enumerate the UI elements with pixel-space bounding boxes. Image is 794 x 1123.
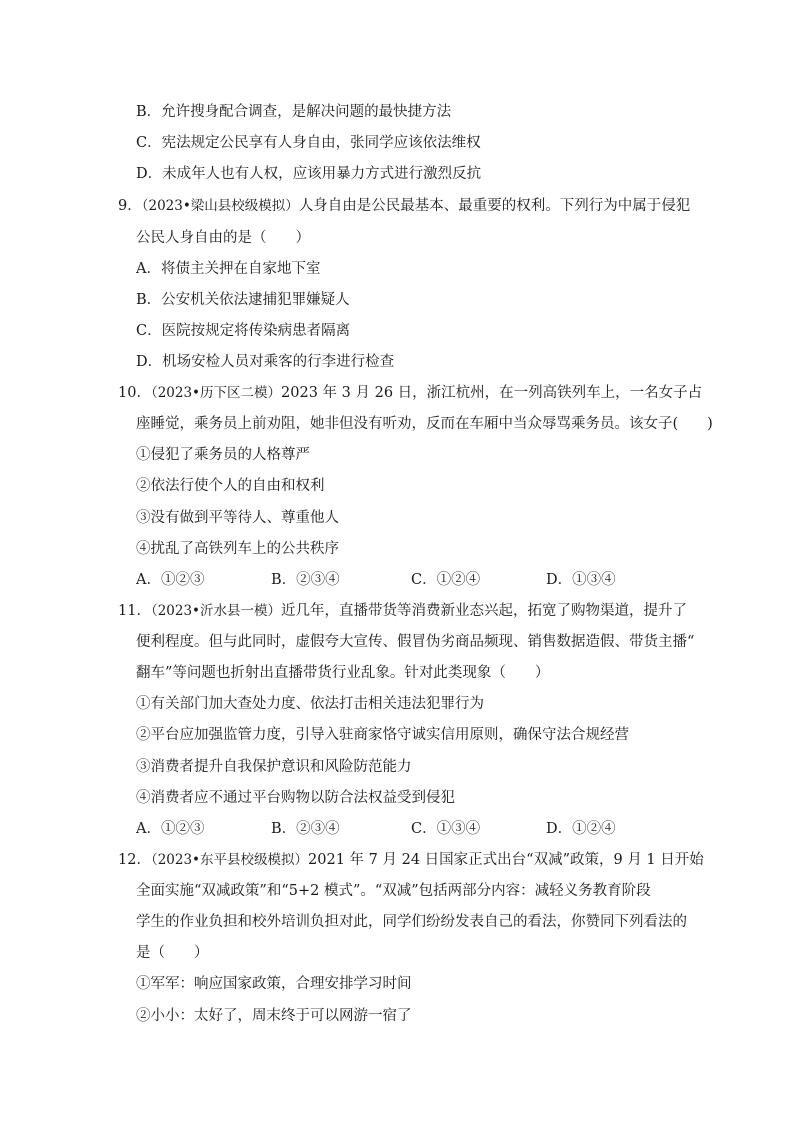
q10-choice-d: D．①③④ — [546, 572, 616, 588]
q8-option-d: D．未成年人也有人权，应该用暴力方式进行激烈反抗 — [136, 166, 482, 182]
q11-item-2: ②平台应加强监管力度，引导入驻商家恪守诚实信用原则，确保守法合规经营 — [136, 727, 629, 743]
q10-item-3: ③没有做到平等待人、尊重他人 — [136, 510, 339, 526]
q9-stem-text: 人身自由是公民最基本、最重要的权利。下列行为中属于侵犯 — [298, 198, 691, 214]
q8-option-c: C．宪法规定公民享有人身自由，张同学应该依法维权 — [136, 135, 481, 151]
q11-stem — [118, 601, 687, 621]
q9-option-d: D．机场安检人员对乘客的行李进行检查 — [136, 354, 395, 370]
q9-source: （2023•梁山县校级模拟） — [141, 198, 299, 214]
q10-source: （2023•历下区二模） — [150, 385, 282, 401]
q9-number: 9． — [118, 198, 142, 214]
q11-choice-a: A．①②③ — [136, 821, 205, 837]
q12-item-1: ①军军：响应国家政策，合理安排学习时间 — [136, 976, 412, 992]
q10-stem — [118, 383, 702, 403]
q9-option-b: B．公安机关依法逮捕犯罪嫌疑人 — [136, 292, 350, 308]
q10-item-1: ①侵犯了乘务员的人格尊严 — [136, 447, 310, 463]
q10-choice-c: C．①②④ — [411, 572, 481, 588]
q12-stem-cont-3: 是（ ） — [136, 945, 209, 961]
q12-item-2: ②小小：太好了，周末终于可以网游一宿了 — [136, 1008, 412, 1024]
q11-item-4: ④消费者应不通过平台购物以防合法权益受到侵犯 — [136, 790, 455, 806]
q10-item-4: ④扰乱了高铁列车上的公共秩序 — [136, 541, 339, 557]
q11-choice-b: B．②③④ — [271, 821, 340, 837]
q11-number: 11． — [118, 603, 151, 619]
q12-stem-cont-2: 学生的作业负担和校外培训负担对此，同学们纷纷发表自己的看法，你赞同下列看法的 — [136, 914, 687, 930]
q8-option-b: B．允许搜身配合调查，是解决问题的最快捷方法 — [136, 104, 452, 120]
q9-stem-cont: 公民人身自由的是（ ） — [136, 230, 310, 246]
q11-stem-text: 近几年，直播带货等消费新业态兴起，拓宽了购物渠道，提升了 — [281, 603, 688, 619]
q9-option-a: A．将债主关押在自家地下室 — [136, 261, 321, 277]
q10-choice-b: B．②③④ — [271, 572, 340, 588]
q11-stem-cont-1: 便利程度。但与此同时，虚假夸大宣传、假冒伪劣商品频现、销售数据造假、带货主播“ — [136, 634, 695, 650]
q11-choice-c: C．①③④ — [411, 821, 481, 837]
q11-item-1: ①有关部门加大查处力度、依法打击相关违法犯罪行为 — [136, 696, 484, 712]
q12-stem-text: 2021 年 7 月 24 日国家正式出台“双减”政策，9 月 1 日开始 — [308, 852, 704, 868]
q10-stem-cont: 座睡觉，乘务员上前劝阻，她非但没有听劝，反而在车厢中当众辱骂乘务员。该女子( ) — [136, 416, 713, 432]
q10-stem-text: 2023 年 3 月 26 日，浙江杭州，在一列高铁列车上，一名女子占 — [281, 385, 703, 401]
q11-stem-cont-2: 翻车”等问题也折射出直播带货行业乱象。针对此类现象（ ） — [136, 665, 550, 681]
q10-number: 10． — [118, 385, 151, 401]
q10-item-2: ②依法行使个人的自由和权利 — [136, 478, 325, 494]
q12-number: 12． — [118, 852, 151, 868]
q12-stem-cont-1: 全面实施“双减政策”和“5+2 模式”。“双减”包括两部分内容：减轻义务教育阶段 — [136, 883, 651, 899]
q9-option-c: C．医院按规定将传染病患者隔离 — [136, 323, 351, 339]
q11-choice-d: D．①②④ — [546, 821, 616, 837]
q10-choice-a: A．①②③ — [136, 572, 205, 588]
q9-stem — [118, 196, 690, 216]
q11-item-3: ③消费者提升自我保护意识和风险防范能力 — [136, 759, 412, 775]
q12-source: （2023•东平县校级模拟） — [150, 852, 309, 868]
q12-stem — [118, 850, 704, 870]
q11-source: （2023•沂水县一模） — [150, 603, 282, 619]
